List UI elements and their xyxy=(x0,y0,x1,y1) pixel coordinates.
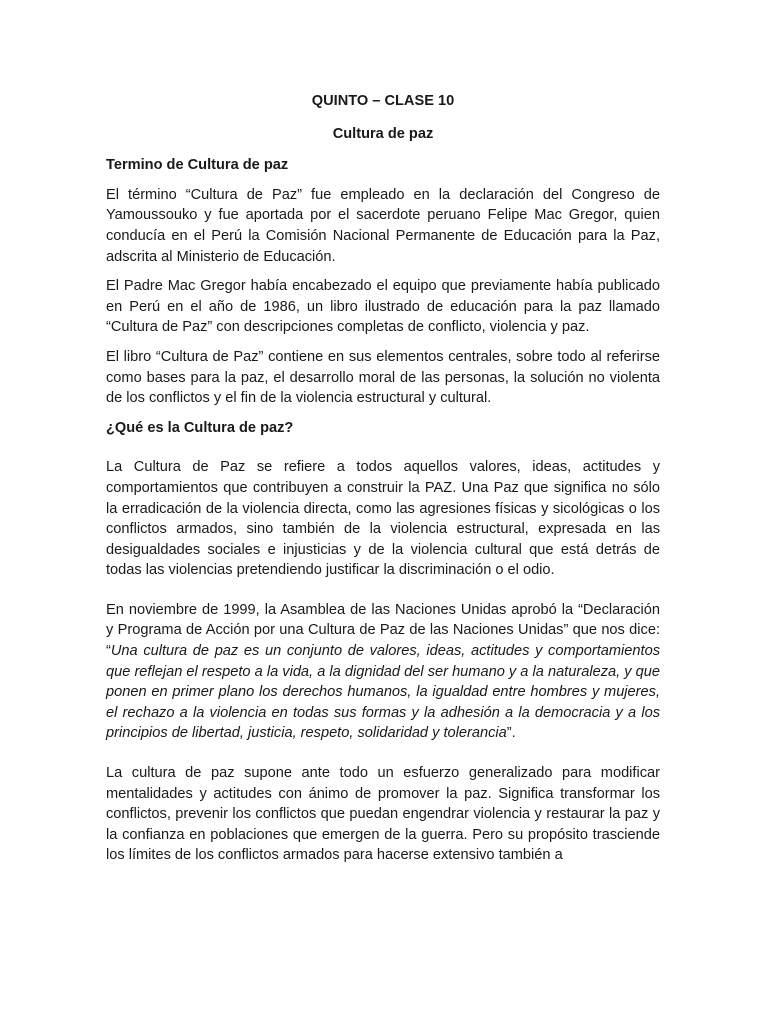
paragraph-5-tail: ”. xyxy=(506,725,516,742)
paragraph-2: El Padre Mac Gregor había encabezado el equipo que previamente había publicado en Perú en el año de 1986, un libro ilustrado de educación para la paz llamado “Cultura de Paz” con descripciones completas de conflicto, violencia y paz. xyxy=(106,278,660,336)
paragraph-5 xyxy=(106,600,660,744)
document-body xyxy=(106,91,660,875)
paragraph-1: El término “Cultura de Paz” fue empleado en la declaración del Congreso de Yamoussouko y fue aportada por el sacerdote peruano Felipe Mac Gregor, quien conducía en el Perú la Comisión Nacional Permanente de Educación para la Paz, adscrita al Ministerio de Educación. xyxy=(106,186,660,265)
section-heading-que-es: ¿Qué es la Cultura de paz? xyxy=(106,419,294,436)
paragraph-4: La Cultura de Paz se refiere a todos aquellos valores, ideas, actitudes y comportamientos que contribuyen a construir la PAZ. Una Paz que significa no sólo la erradicación de la violencia directa, como las agresiones físicas y sicológicas o los conflictos armados, sino también de la violencia estructural, expresada en las desigualdades sociales e injusticias y de la violencia cultural que está detrás de todas las violencias pretendiendo justificar la discriminación o el odio. xyxy=(106,459,660,579)
paragraph-6: La cultura de paz supone ante todo un esfuerzo generalizado para modificar mentalidades y actitudes con ánimo de promover la paz. Significa transformar los conflictos, prevenir los conflictos que puedan engendrar violencia y restaurar la paz y la confianza en poblaciones que emergen de la guerra. Pero su propósito trasciende los límites de los conflictos armados para hacerse extensivo también a xyxy=(106,765,660,864)
paragraph-5-lead: En noviembre de 1999, la Asamblea de las Naciones Unidas aprobó la “Declaración y Programa de Acción por una Cultura de Paz de las Naciones Unidas” que nos dice: “ xyxy=(106,601,660,660)
un-quote: Una cultura de paz es un conjunto de valores, ideas, actitudes y comportamientos que reflejan el respeto a la vida, a la dignidad del ser humano y a la naturaleza, y que ponen en primer plano los derechos humanos, la igualdad entre hombres y mujeres, el rechazo a la violencia en todas sus formas y la adhesión a la democracia y a los principios de libertad, justicia, respeto, solidaridad y tolerancia xyxy=(106,643,660,742)
document-subtitle: Cultura de paz xyxy=(332,125,434,142)
document-title: QUINTO – CLASE 10 xyxy=(311,93,455,109)
section-heading-termino: Termino de Cultura de paz xyxy=(106,157,289,174)
paragraph-3: El libro “Cultura de Paz” contiene en sus elementos centrales, sobre todo al referirse como bases para la paz, el desarrollo moral de las personas, la solución no violenta de los conflictos y el fin de la violencia estructural y cultural. xyxy=(106,348,660,407)
